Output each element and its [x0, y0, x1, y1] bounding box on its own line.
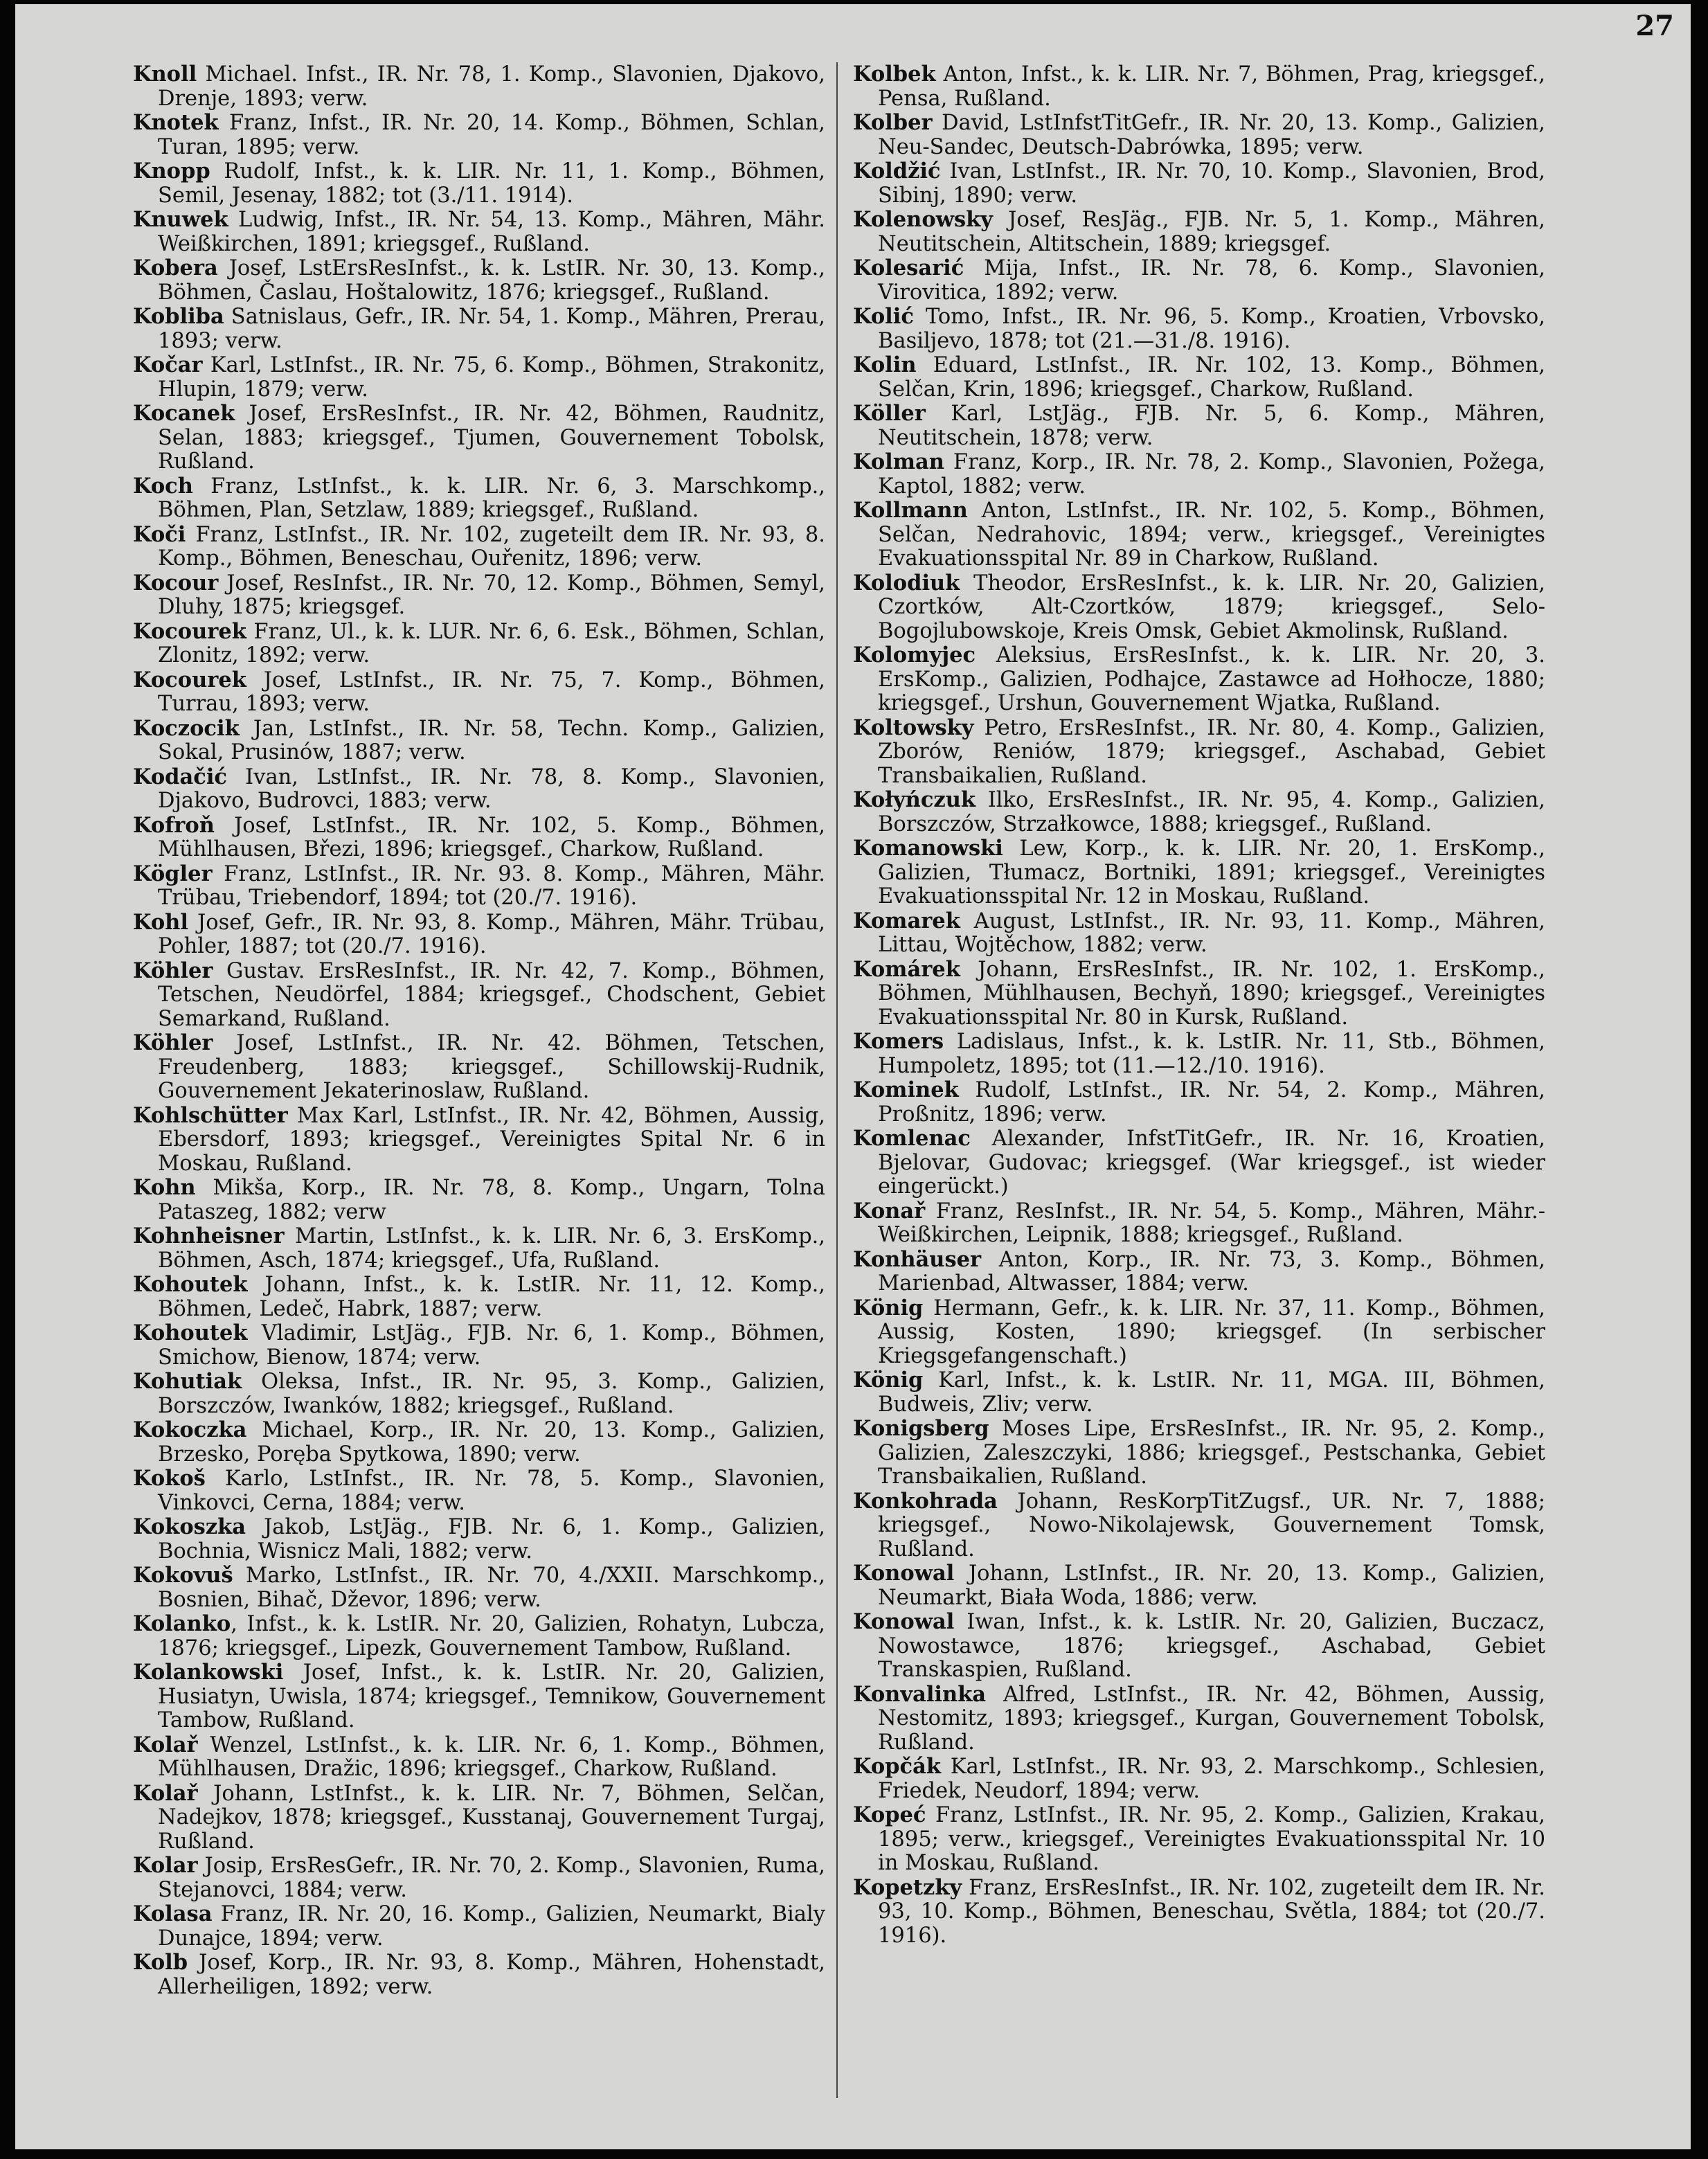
- entry-details: Gustav. ErsResInfst., IR. Nr. 42, 7. Komp., Böhmen, Tetschen, Neudörfel, 1884; kriegsgef., Chodschent, Gebiet Semarkand, Rußland.: [158, 958, 825, 1031]
- entry-surname: Kohl: [133, 909, 188, 935]
- entry-details: Josip, ErsResGefr., IR. Nr. 70, 2. Komp., Slavonien, Ruma, Stejanovci, 1884; verw.: [158, 1854, 825, 1902]
- list-entry: [133, 1564, 825, 1612]
- entry-surname: Kohoutek: [133, 1272, 248, 1297]
- list-entry: [133, 1104, 825, 1176]
- left-column: [133, 62, 825, 1999]
- list-entry: [133, 1370, 825, 1418]
- list-entry: [133, 1176, 825, 1224]
- entry-details: Josef, LstInfst., IR. Nr. 75, 7. Komp., Böhmen, Turrau, 1893; verw.: [158, 668, 825, 716]
- entry-details: Anton, Infst., k. k. LIR. Nr. 7, Böhmen, Prag, kriegsgef., Pensa, Rußland.: [878, 62, 1545, 111]
- entry-details: Josef, LstErsResInfst., k. k. LstIR. Nr. 30, 13. Komp., Böhmen, Časlau, Hoštalowitz, 1876; kriegsgef., Rußland.: [158, 256, 825, 305]
- list-entry: [853, 62, 1545, 111]
- list-entry: [853, 1561, 1545, 1610]
- entry-surname: Knoll: [133, 62, 197, 87]
- entry-surname: Koczocik: [133, 715, 240, 741]
- entry-surname: König: [853, 1368, 924, 1392]
- entry-surname: Koldžić: [853, 159, 941, 183]
- list-entry: [853, 1610, 1545, 1683]
- list-entry: [853, 1199, 1545, 1248]
- entry-surname: Kofroň: [133, 812, 215, 838]
- list-entry: [133, 911, 825, 959]
- entry-details: Max Karl, LstInfst., IR. Nr. 42, Böhmen, Aussig, Ebersdorf, 1893; kriegsgef., Vereinigtes Spital Nr. 6 in Moskau, Rußland.: [158, 1103, 825, 1176]
- entry-surname: Koltowsky: [853, 715, 974, 740]
- entry-details: Jan, LstInfst., IR. Nr. 58, Techn. Komp., Galizien, Sokal, Prusinów, 1887; verw.: [158, 716, 825, 764]
- list-entry: [133, 1854, 825, 1902]
- entry-details: Tomo, Infst., IR. Nr. 96, 5. Komp., Kroatien, Vrbovsko, Basiljevo, 1878; tot (21.—31./8. 1916).: [878, 305, 1545, 353]
- entry-details: August, LstInfst., IR. Nr. 93, 11. Komp., Mähren, Littau, Wojtěchow, 1882; verw.: [878, 908, 1545, 957]
- entry-details: Karl, LstJäg., FJB. Nr. 5, 6. Komp., Mähren, Neutitschein, 1878; verw.: [878, 402, 1545, 450]
- entry-details: Johann, ErsResInfst., IR. Nr. 102, 1. ErsKomp., Böhmen, Mühlhausen, Bechyň, 1890; kriegsgef., Vereinigtes Evakuationsspital Nr. 80 in Kursk, Rußland.: [878, 957, 1545, 1030]
- entry-surname: Kohn: [133, 1175, 196, 1200]
- entry-surname: Komlenac: [853, 1126, 971, 1151]
- entry-surname: Kocourek: [133, 618, 246, 644]
- entry-surname: Kolanko: [133, 1611, 231, 1636]
- entry-details: Aleksius, ErsResInfst., k. k. LIR. Nr. 20, 3. ErsKomp., Galizien, Podhajce, Zastawce ad Hołhocze, 1880; kriegsgef., Urshun, Gouvernement Wjatka, Rußland.: [878, 643, 1545, 715]
- list-entry: [133, 523, 825, 571]
- list-entry: [853, 1078, 1545, 1127]
- entry-surname: Kögler: [133, 861, 213, 886]
- entry-surname: Kokoš: [133, 1466, 206, 1491]
- entry-details: Franz, LstInfst., IR. Nr. 102, zugeteilt dem IR. Nr. 93, 8. Komp., Böhmen, Beneschau, Ouřenitz, 1896; verw.: [158, 522, 825, 571]
- entry-details: Josef, ResJäg., FJB. Nr. 5, 1. Komp., Mähren, Neutitschein, Altitschein, 1889; kriegsgef.: [878, 208, 1545, 256]
- list-entry: [133, 1321, 825, 1370]
- list-entry: [853, 208, 1545, 256]
- list-entry: [133, 159, 825, 208]
- list-entry: [133, 814, 825, 862]
- entry-details: Franz, ErsResInfst., IR. Nr. 102, zugeteilt dem IR. Nr. 93, 10. Komp., Böhmen, Beneschau, Světla, 1884; tot (20./7. 1916).: [878, 1875, 1545, 1948]
- list-entry: [853, 499, 1545, 571]
- entry-surname: Knotek: [133, 110, 219, 135]
- list-entry: [853, 836, 1545, 909]
- entry-surname: Kolber: [853, 110, 933, 135]
- entry-surname: Konvalinka: [853, 1681, 987, 1707]
- entry-surname: Konowal: [853, 1609, 955, 1634]
- entry-surname: Kolasa: [133, 1901, 213, 1926]
- entry-details: Oleksa, Infst., IR. Nr. 95, 3. Komp., Galizien, Borszczów, Iwanków, 1882; kriegsgef., Rußland.: [158, 1370, 825, 1418]
- list-entry: [133, 668, 825, 717]
- entry-details: Franz, Korp., IR. Nr. 78, 2. Komp., Slavonien, Požega, Kaptol, 1882; verw.: [878, 450, 1545, 499]
- entry-details: Jakob, LstJäg., FJB. Nr. 6, 1. Komp., Galizien, Bochnia, Wisnicz Mali, 1882; verw.: [158, 1515, 825, 1564]
- entry-surname: Kopčák: [853, 1754, 941, 1779]
- entry-surname: Knuwek: [133, 207, 228, 232]
- entry-surname: Köhler: [133, 958, 213, 983]
- list-entry: [133, 862, 825, 911]
- entry-details: Iwan, Infst., k. k. LstIR. Nr. 20, Galizien, Buczacz, Nowostawce, 1876; kriegsgef., Aschabad, Gebiet Transkaspien, Rußland.: [878, 1610, 1545, 1682]
- entry-details: Marko, LstInfst., IR. Nr. 70, 4./XXII. Marschkomp., Bosnien, Bihač, Dževor, 1896; verw.: [158, 1564, 825, 1612]
- entry-details: Lew, Korp., k. k. LIR. Nr. 20, 1. ErsKomp., Galizien, Tłumacz, Bortniki, 1891; kriegsgef., Vereinigtes Evakuationsspital Nr. 12 in Moskau, Rußland.: [878, 836, 1545, 908]
- entry-surname: Kolin: [853, 352, 917, 377]
- entry-surname: Konař: [853, 1198, 926, 1224]
- list-entry: [853, 643, 1545, 716]
- entry-details: Vladimir, LstJäg., FJB. Nr. 6, 1. Komp., Böhmen, Smichow, Bienow, 1874; verw.: [158, 1321, 825, 1370]
- entry-surname: Kolomyjec: [853, 643, 976, 668]
- list-entry: [133, 1951, 825, 1999]
- entry-surname: Kolodiuk: [853, 570, 960, 595]
- entry-details: Karlo, LstInfst., IR. Nr. 78, 5. Komp., Slavonien, Vinkovci, Cerna, 1884; verw.: [158, 1467, 825, 1515]
- entry-details: Ludwig, Infst., IR. Nr. 54, 13. Komp., Mähren, Mähr. Weißkirchen, 1891; kriegsgef., Rußland.: [158, 208, 825, 256]
- entry-details: Josef, ErsResInfst., IR. Nr. 42, Böhmen, Raudnitz, Selan, 1883; kriegsgef., Tjumen, Gouvernement Tobolsk, Rußland.: [158, 402, 825, 474]
- document-page: [15, 4, 1691, 2149]
- list-entry: [133, 1515, 825, 1564]
- entry-details: Michael, Korp., IR. Nr. 20, 13. Komp., Galizien, Brzesko, Poręba Spytkowa, 1890; verw.: [158, 1418, 825, 1467]
- list-entry: [133, 1273, 825, 1321]
- entry-details: David, LstInfstTitGefr., IR. Nr. 20, 13. Komp., Galizien, Neu-Sandec, Deutsch-Dabrówka, 1895; verw.: [878, 111, 1545, 159]
- entry-surname: Kobliba: [133, 304, 224, 329]
- entry-details: Martin, LstInfst., k. k. LIR. Nr. 6, 3. ErsKomp., Böhmen, Asch, 1874; kriegsgef., Ufa, Rußland.: [158, 1224, 825, 1273]
- entry-details: Josef, LstInfst., IR. Nr. 102, 5. Komp., Böhmen, Mühlhausen, Březi, 1896; kriegsgef., Charkow, Rußland.: [158, 813, 825, 861]
- entry-surname: Konigsberg: [853, 1416, 989, 1441]
- entry-details: Josef, LstInfst., IR. Nr. 42. Böhmen, Tetschen, Freudenberg, 1883; kriegsgef., Schillowskij-Rudnik, Gouvernement Jekaterinoslaw, Rußland.: [158, 1031, 825, 1103]
- entry-surname: Kočar: [133, 352, 203, 377]
- list-entry: [133, 62, 825, 111]
- list-entry: [133, 1467, 825, 1515]
- entry-surname: Kolić: [853, 304, 914, 329]
- list-entry: [853, 1755, 1545, 1803]
- list-entry: [853, 1683, 1545, 1755]
- entry-details: Johann, LstInfst., IR. Nr. 20, 13. Komp., Galizien, Neumarkt, Biała Woda, 1886; verw.: [878, 1561, 1545, 1610]
- entry-surname: Kopetzky: [853, 1874, 962, 1900]
- entry-details: Moses Lipe, ErsResInfst., IR. Nr. 95, 2. Komp., Galizien, Zaleszczyki, 1886; kriegsgef., Pestschanka, Gebiet Transbaikalien, Rußland.: [878, 1417, 1545, 1489]
- entry-details: Michael. Infst., IR. Nr. 78, 1. Komp., Slavonien, Djakovo, Drenje, 1893; verw.: [158, 62, 825, 111]
- list-entry: [133, 620, 825, 668]
- list-entry: [133, 474, 825, 523]
- list-entry: [853, 571, 1545, 644]
- entry-surname: Koči: [133, 521, 186, 547]
- entry-details: Franz, LstInfst., k. k. LIR. Nr. 6, 3. Marschkomp., Böhmen, Plan, Setzlaw, 1889; kriegsgef., Rußland.: [158, 474, 825, 522]
- entry-surname: Kolankowski: [133, 1660, 284, 1685]
- entry-details: Mija, Infst., IR. Nr. 78, 6. Komp., Slavonien, Virovitica, 1892; verw.: [878, 256, 1545, 305]
- entry-details: Petro, ErsResInfst., IR. Nr. 80, 4. Komp., Galizien, Zborów, Reniów, 1879; kriegsgef., Aschabad, Gebiet Transbaikalien, Rußland.: [878, 715, 1545, 788]
- list-entry: [133, 1733, 825, 1782]
- list-entry: [133, 208, 825, 256]
- list-entry: [133, 1782, 825, 1854]
- list-entry: [133, 111, 825, 159]
- entry-surname: Kolenowsky: [853, 207, 993, 232]
- list-entry: [133, 1031, 825, 1104]
- list-entry: [853, 353, 1545, 402]
- entry-details: Hermann, Gefr., k. k. LIR. Nr. 37, 11. Komp., Böhmen, Aussig, Kosten, 1890; kriegsgef. (In serbischer Kriegsgefangenschaft.): [878, 1296, 1545, 1368]
- entry-details: Josef, Gefr., IR. Nr. 93, 8. Komp., Mähren, Mähr. Trübau, Pohler, 1887; tot (20./7. 1916).: [158, 910, 825, 958]
- list-entry: [133, 1660, 825, 1733]
- entry-details: Johann, ResKorpTitZugsf., UR. Nr. 7, 1888; kriegsgef., Nowo-Nikolajewsk, Gouvernement Tomsk, Rußland.: [878, 1489, 1545, 1561]
- list-entry: [853, 958, 1545, 1030]
- entry-surname: Kocourek: [133, 667, 246, 692]
- entry-surname: Kocanek: [133, 401, 235, 426]
- entry-surname: Komers: [853, 1029, 944, 1054]
- entry-surname: Kopeć: [853, 1802, 926, 1827]
- entry-surname: Konhäuser: [853, 1246, 982, 1272]
- list-entry: [853, 1030, 1545, 1078]
- entry-details: Johann, LstInfst., k. k. LIR. Nr. 7, Böhmen, Selčan, Nadejkov, 1878; kriegsgef., Kusstanaj, Gouvernement Turgaj, Rußland.: [158, 1781, 825, 1854]
- entry-surname: König: [853, 1295, 924, 1320]
- page-number: 27: [1635, 10, 1674, 42]
- entry-surname: Kollmann: [853, 498, 968, 523]
- entry-surname: Kominek: [853, 1077, 959, 1102]
- entry-surname: Kolesarić: [853, 256, 964, 280]
- entry-surname: Kokovuš: [133, 1563, 233, 1588]
- list-entry: [133, 305, 825, 353]
- list-entry: [133, 402, 825, 474]
- entry-surname: Köhler: [133, 1030, 213, 1055]
- list-entry: [133, 1224, 825, 1273]
- entry-details: Karl, LstInfst., IR. Nr. 75, 6. Komp., Böhmen, Strakonitz, Hlupin, 1879; verw.: [158, 353, 825, 402]
- entry-surname: Komárek: [853, 956, 960, 982]
- list-entry: [853, 788, 1545, 836]
- entry-surname: Komanowski: [853, 836, 1003, 861]
- right-column: [853, 62, 1545, 1948]
- list-entry: [853, 1368, 1545, 1417]
- entry-surname: Kohoutek: [133, 1320, 248, 1345]
- entry-details: Franz, LstInfst., IR. Nr. 93. 8. Komp., Mähren, Mähr. Trübau, Triebendorf, 1894; tot (20./7. 1916).: [158, 861, 825, 910]
- entry-surname: Konkohrada: [853, 1488, 998, 1514]
- entry-details: Ivan, LstInfst., IR. Nr. 78, 8. Komp., Slavonien, Djakovo, Budrovci, 1883; verw.: [158, 764, 825, 813]
- list-entry: [853, 305, 1545, 353]
- entry-surname: Komarek: [853, 908, 960, 933]
- entry-details: Mikša, Korp., IR. Nr. 78, 8. Komp., Ungarn, Tolna Pataszeg, 1882; verw: [158, 1176, 825, 1224]
- entry-details: Josef, Korp., IR. Nr. 93, 8. Komp., Mähren, Hohenstadt, Allerheiligen, 1892; verw.: [158, 1951, 825, 1999]
- list-entry: [133, 717, 825, 765]
- entry-details: Ivan, LstInfst., IR. Nr. 70, 10. Komp., Slavonien, Brod, Sibinj, 1890; verw.: [878, 159, 1545, 208]
- entry-details: , Infst., k. k. LstIR. Nr. 20, Galizien, Rohatyn, Lubcza, 1876; kriegsgef., Lipezk, Gouvernement Tambow, Rußland.: [158, 1612, 825, 1660]
- entry-details: Franz, Ul., k. k. LUR. Nr. 6, 6. Esk., Böhmen, Schlan, Zlonitz, 1892; verw.: [158, 619, 825, 668]
- entry-surname: Kodačić: [133, 764, 227, 789]
- entry-details: Franz, IR. Nr. 20, 16. Komp., Galizien, Neumarkt, Bialy Dunajce, 1894; verw.: [158, 1902, 825, 1951]
- list-entry: [133, 1902, 825, 1951]
- entry-details: Alexander, InfstTitGefr., IR. Nr. 16, Kroatien, Bjelovar, Gudovac; kriegsgef. (War kriegsgef., ist wieder eingerückt.): [878, 1127, 1545, 1199]
- column-divider: [836, 62, 838, 2098]
- entry-surname: Kokoczka: [133, 1417, 247, 1442]
- list-entry: [133, 765, 825, 814]
- list-entry: [133, 959, 825, 1032]
- list-entry: [853, 450, 1545, 499]
- list-entry: [853, 1489, 1545, 1562]
- list-entry: [133, 571, 825, 620]
- entry-details: Rudolf, Infst., k. k. LIR. Nr. 11, 1. Komp., Böhmen, Semil, Jesenay, 1882; tot (3./11. 1914).: [158, 159, 825, 208]
- list-entry: [853, 1248, 1545, 1296]
- list-entry: [853, 909, 1545, 958]
- entry-details: Johann, Infst., k. k. LstIR. Nr. 11, 12. Komp., Böhmen, Ledeč, Habrk, 1887; verw.: [158, 1273, 825, 1321]
- list-entry: [853, 1127, 1545, 1199]
- list-entry: [853, 1876, 1545, 1949]
- entry-details: Eduard, LstInfst., IR. Nr. 102, 13. Komp., Böhmen, Selčan, Krin, 1896; kriegsgef., Charkow, Rußland.: [878, 353, 1545, 402]
- entry-surname: Kohutiak: [133, 1369, 242, 1394]
- list-entry: [133, 1418, 825, 1467]
- entry-surname: Konowal: [853, 1561, 955, 1586]
- list-entry: [853, 256, 1545, 305]
- entry-surname: Kolman: [853, 449, 944, 474]
- list-entry: [853, 1417, 1545, 1489]
- list-entry: [133, 256, 825, 305]
- entry-details: Josef, Infst., k. k. LstIR. Nr. 20, Galizien, Husiatyn, Uwisla, 1874; kriegsgef., Temnikow, Gouvernement Tambow, Rußland.: [158, 1660, 825, 1732]
- list-entry: [853, 159, 1545, 208]
- entry-surname: Kołyńczuk: [853, 787, 976, 812]
- entry-details: Ladislaus, Infst., k. k. LstIR. Nr. 11, Stb., Böhmen, Humpoletz, 1895; tot (11.—12./10. 1916).: [878, 1030, 1545, 1078]
- entry-details: Satnislaus, Gefr., IR. Nr. 54, 1. Komp., Mähren, Prerau, 1893; verw.: [158, 305, 825, 353]
- entry-surname: Kohnheisner: [133, 1224, 285, 1248]
- list-entry: [853, 716, 1545, 789]
- entry-details: Anton, LstInfst., IR. Nr. 102, 5. Komp., Böhmen, Selčan, Nedrahovic, 1894; verw., kriegsgef., Vereinigtes Evakuationsspital Nr. 89 in Charkow, Rußland.: [878, 499, 1545, 571]
- list-entry: [133, 1612, 825, 1660]
- entry-surname: Kolar: [133, 1853, 198, 1878]
- entry-surname: Kobera: [133, 256, 218, 280]
- list-entry: [853, 1803, 1545, 1876]
- entry-details: Franz, LstInfst., IR. Nr. 95, 2. Komp., Galizien, Krakau, 1895; verw., kriegsgef., Vereinigtes Evakuationsspital Nr. 10 in Moskau, Rußland.: [878, 1803, 1545, 1875]
- entry-surname: Kolař: [133, 1780, 198, 1806]
- entry-details: Theodor, ErsResInfst., k. k. LIR. Nr. 20, Galizien, Czortków, Alt-Czortków, 1879; kriegsgef., Selo-Bogojlubowskoje, Kreis Omsk, Gebiet Akmolinsk, Rußland.: [878, 571, 1545, 643]
- entry-details: Karl, LstInfst., IR. Nr. 93, 2. Marschkomp., Schlesien, Friedek, Neudorf, 1894; verw.: [878, 1755, 1545, 1803]
- entry-details: Anton, Korp., IR. Nr. 73, 3. Komp., Böhmen, Marienbad, Altwasser, 1884; verw.: [878, 1247, 1545, 1296]
- entry-surname: Knopp: [133, 159, 210, 183]
- entry-details: Josef, ResInfst., IR. Nr. 70, 12. Komp., Böhmen, Semyl, Dluhy, 1875; kriegsgef.: [158, 571, 825, 619]
- list-entry: [133, 353, 825, 402]
- entry-details: Wenzel, LstInfst., k. k. LIR. Nr. 6, 1. Komp., Böhmen, Mühlhausen, Dražic, 1896; kriegsgef., Charkow, Rußland.: [158, 1732, 825, 1781]
- entry-details: Ilko, ErsResInfst., IR. Nr. 95, 4. Komp., Galizien, Borszczów, Strzałkowce, 1888; kriegsgef., Rußland.: [878, 788, 1545, 836]
- entry-details: Rudolf, LstInfst., IR. Nr. 54, 2. Komp., Mähren, Proßnitz, 1896; verw.: [878, 1078, 1545, 1127]
- entry-surname: Kocour: [133, 570, 219, 595]
- entry-details: Franz, Infst., IR. Nr. 20, 14. Komp., Böhmen, Schlan, Turan, 1895; verw.: [158, 111, 825, 159]
- list-entry: [853, 402, 1545, 450]
- entry-details: Karl, Infst., k. k. LstIR. Nr. 11, MGA. III, Böhmen, Budweis, Zliv; verw.: [878, 1368, 1545, 1417]
- entry-surname: Koch: [133, 473, 193, 499]
- entry-details: Alfred, LstInfst., IR. Nr. 42, Böhmen, Aussig, Nestomitz, 1893; kriegsgef., Kurgan, Gouvernement Tobolsk, Rußland.: [878, 1682, 1545, 1755]
- entry-surname: Kokoszka: [133, 1514, 246, 1539]
- list-entry: [853, 111, 1545, 159]
- entry-surname: Kolb: [133, 1950, 188, 1975]
- entry-surname: Köller: [853, 401, 926, 426]
- entry-surname: Kolbek: [853, 62, 936, 87]
- list-entry: [853, 1296, 1545, 1369]
- entry-details: Franz, ResInfst., IR. Nr. 54, 5. Komp., Mähren, Mähr.-Weißkirchen, Leipnik, 1888; kriegsgef., Rußland.: [878, 1199, 1545, 1247]
- entry-surname: Kolař: [133, 1732, 198, 1757]
- entry-surname: Kohlschütter: [133, 1102, 288, 1128]
